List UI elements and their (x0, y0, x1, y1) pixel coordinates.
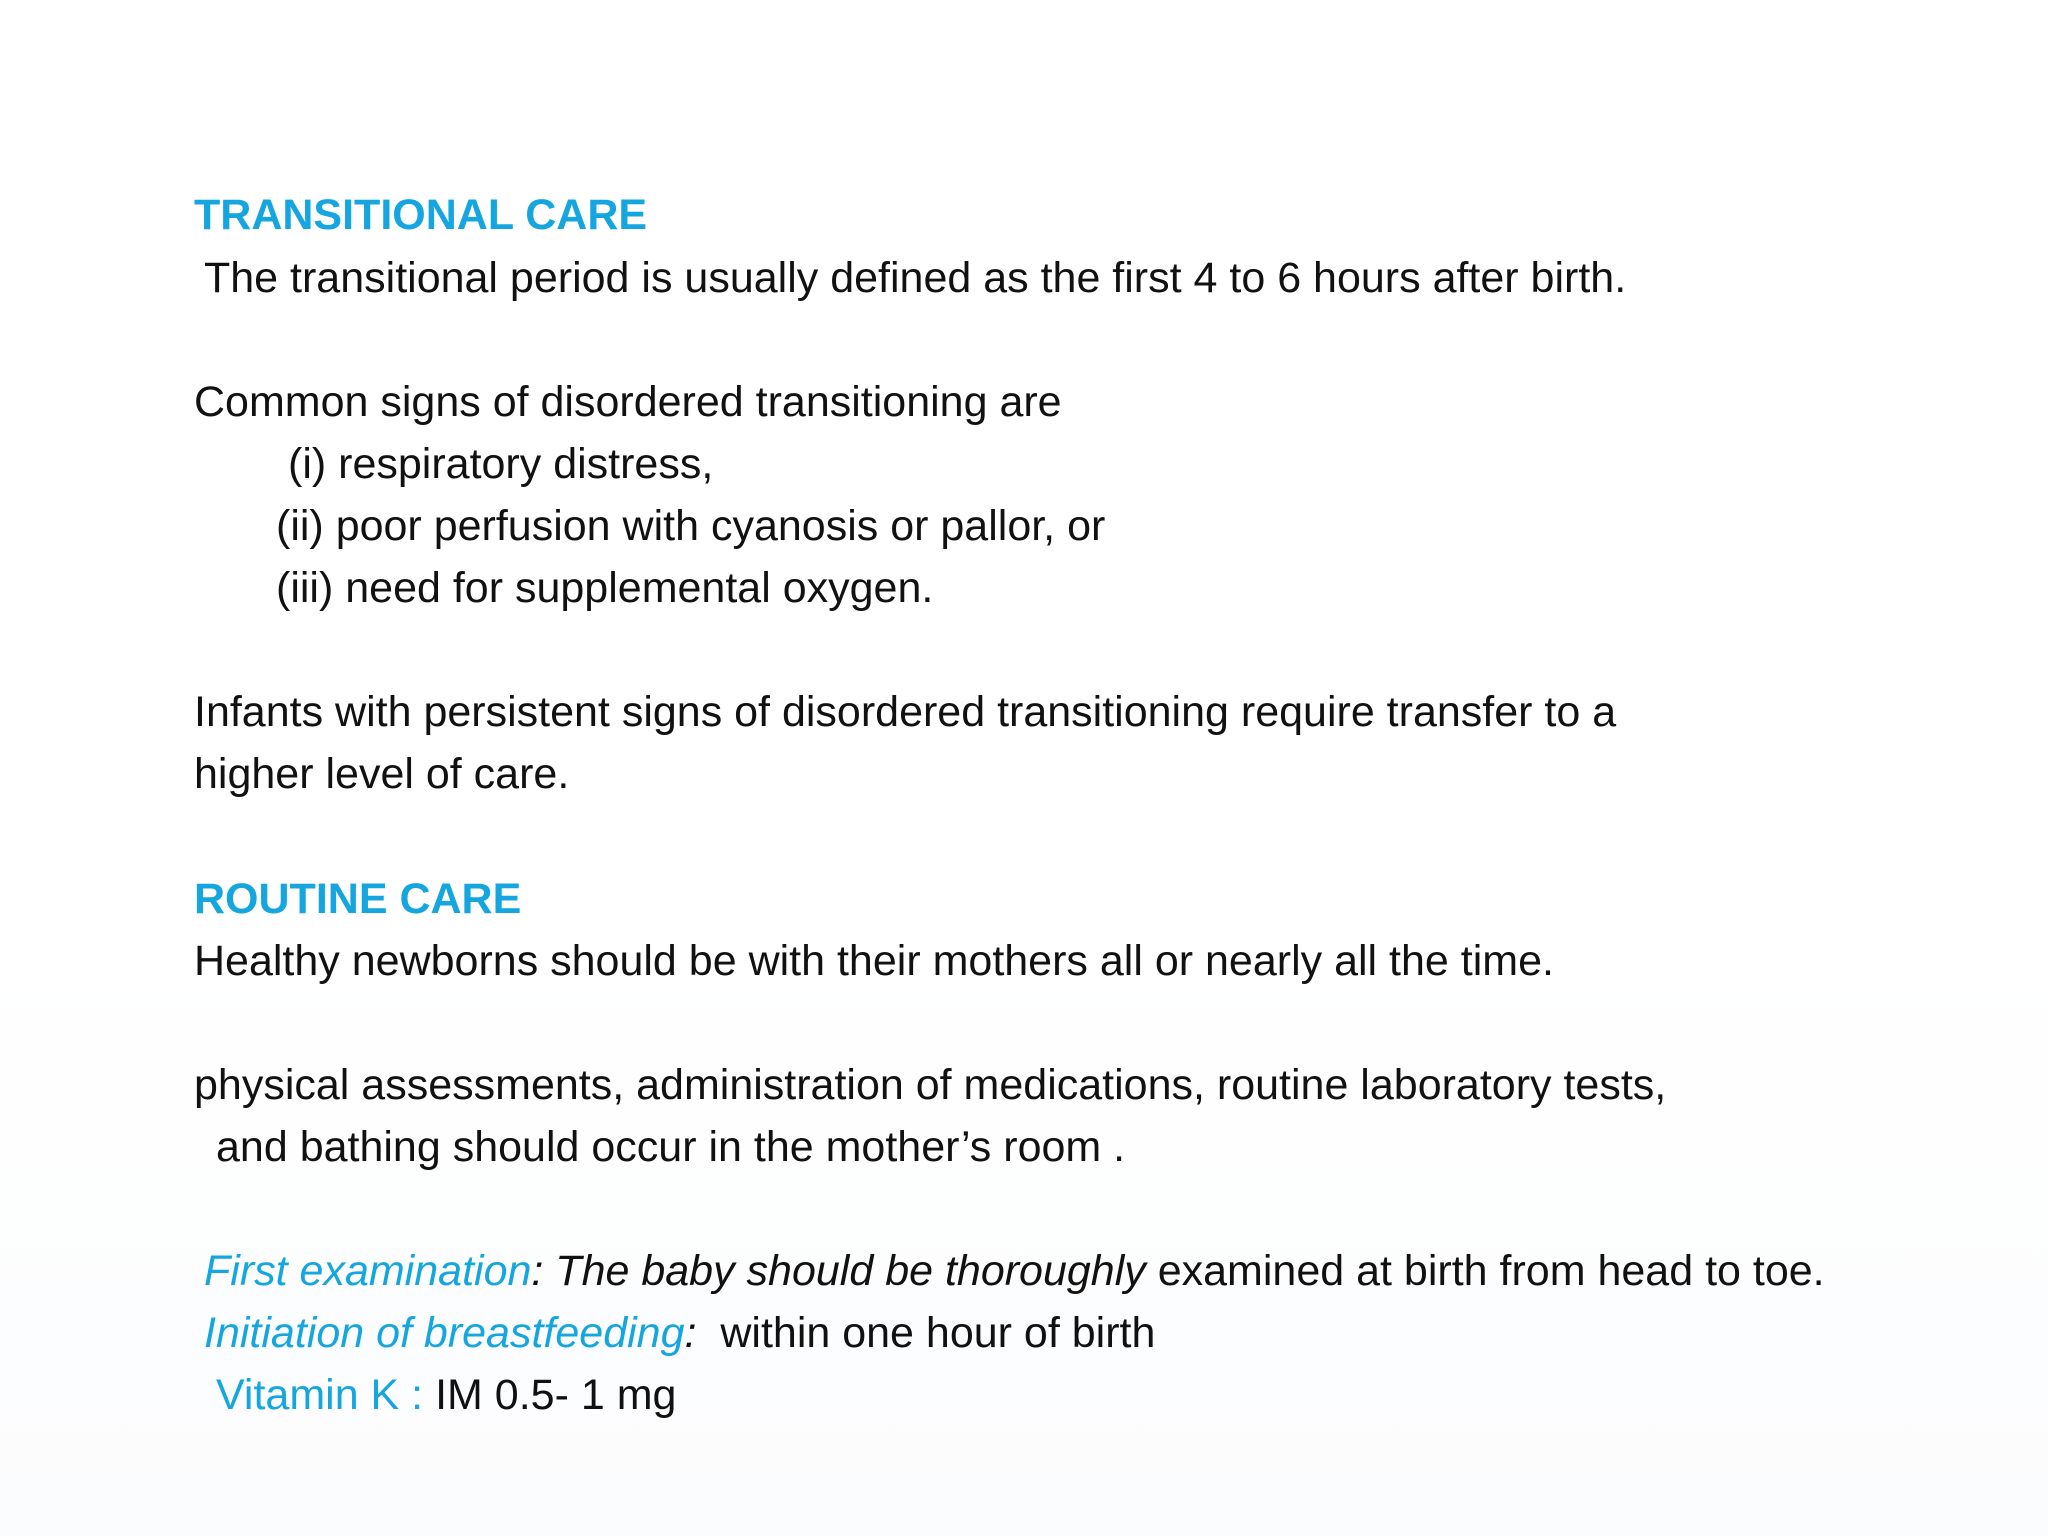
first-examination-italic: : The baby should be thoroughly (531, 1247, 1146, 1295)
signs-intro: Common signs of disordered transitioning are (194, 378, 1062, 426)
assessments-text-line1: physical assessments, administration of medications, routine laboratory tests, (194, 1061, 1667, 1109)
breastfeeding-line (204, 1302, 1155, 1364)
assessments-text-line2: and bathing should occur in the mother’s room . (216, 1123, 1126, 1171)
vitamin-k-label: Vitamin K : (216, 1371, 436, 1419)
vitamin-k-text: IM 0.5- 1 mg (435, 1371, 677, 1419)
transfer-text-line2: higher level of care. (194, 750, 570, 798)
sign-item: (ii) poor perfusion with cyanosis or pallor, or (276, 502, 1106, 550)
breastfeeding-italic: : (684, 1309, 697, 1357)
first-examination-line (204, 1240, 1825, 1302)
mothers-text: Healthy newborns should be with their mothers all or nearly all the time. (194, 937, 1554, 985)
transitional-care-heading: TRANSITIONAL CARE (194, 191, 648, 239)
first-examination-text: examined at birth from head to toe. (1145, 1247, 1825, 1295)
sign-item: (iii) need for supplemental oxygen. (276, 564, 934, 612)
vitamin-k-line (216, 1364, 676, 1426)
first-examination-label: First examination (204, 1247, 532, 1295)
sign-item: (i) respiratory distress, (288, 440, 714, 488)
transfer-text-line1: Infants with persistent signs of disordered transitioning require transfer to a (194, 688, 1617, 736)
routine-care-heading: ROUTINE CARE (194, 875, 522, 923)
breastfeeding-text: within one hour of birth (696, 1309, 1156, 1357)
transitional-period-definition: The transitional period is usually defined as the first 4 to 6 hours after birth. (204, 254, 1627, 302)
breastfeeding-label: Initiation of breastfeeding (204, 1309, 685, 1357)
